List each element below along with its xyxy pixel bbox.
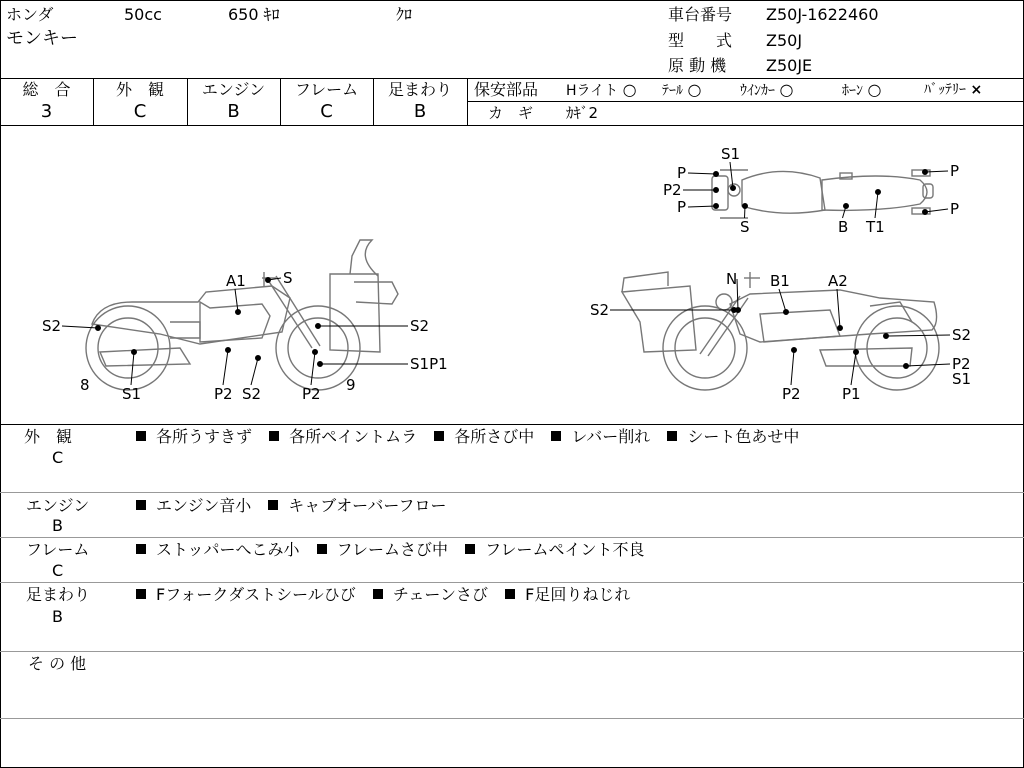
grade-label-appearance: 外 観 [115, 80, 164, 99]
remarks-category: エンジン [26, 496, 90, 515]
damage-point [876, 190, 881, 195]
grade-value-engine: B [227, 101, 240, 122]
leader-line [851, 352, 856, 385]
bullet-icon [373, 589, 383, 599]
divider [0, 492, 1024, 493]
engine-value: Z50JE [766, 56, 813, 75]
damage-label: P2 [663, 181, 682, 199]
damage-point [854, 350, 859, 355]
remark-item: レバー削れ [571, 427, 651, 446]
damage-label: P2 [782, 385, 801, 403]
safety-status: ○ [687, 80, 702, 99]
bullet-icon [268, 500, 278, 510]
damage-point [923, 210, 928, 215]
bullet-icon [505, 589, 515, 599]
safety-item-winker [740, 81, 793, 100]
frame-no-value: Z50J-1622460 [766, 5, 879, 24]
damage-label: P [950, 162, 960, 180]
key-label: カ ギ [488, 104, 534, 122]
bullet-icon [136, 544, 146, 554]
safety-status: ○ [622, 80, 637, 99]
damage-label: A1 [226, 272, 246, 290]
leader-line [875, 192, 878, 218]
damage-point [132, 350, 137, 355]
leader-line [791, 350, 794, 385]
remark-item: 各所さび中 [454, 427, 535, 446]
remark-item: 各所ペイントムラ [289, 427, 418, 446]
color: ｸﾛ [396, 5, 413, 24]
frame-no-label: 車台番号 [668, 5, 733, 24]
damage-label: S2 [42, 317, 62, 335]
grade-value-overall: 3 [40, 101, 53, 122]
damage-point [923, 170, 928, 175]
damage-label: B1 [770, 272, 790, 290]
damage-point [714, 172, 719, 177]
remarks-category: 足まわり [26, 585, 91, 604]
remarks-grade: C [52, 448, 64, 467]
safety-item-headlight [566, 81, 637, 100]
divider [467, 78, 468, 125]
model-name: モンキー [6, 28, 78, 49]
remark-item: チェーンさび [392, 585, 489, 604]
damage-label: 8 [80, 376, 90, 394]
grade-label-suspension: 足まわり [387, 80, 452, 99]
leader-line [223, 350, 228, 385]
damage-point [714, 204, 719, 209]
safety-label: 保安部品 [474, 80, 539, 99]
maker-name: ホンダ [6, 5, 54, 24]
damage-point [226, 348, 231, 353]
grade-value-appearance: C [133, 101, 147, 122]
safety-status: ○ [867, 80, 882, 99]
remark-item: フレームペイント不良 [485, 540, 645, 559]
grade-label-overall: 総 合 [22, 80, 71, 99]
damage-point [784, 310, 789, 315]
damage-point [96, 326, 101, 331]
damage-point [838, 326, 843, 331]
damage-point [904, 364, 909, 369]
damage-label: S2 [590, 301, 610, 319]
remark-item: キャブオーバーフロー [288, 496, 447, 515]
damage-label: S2 [410, 317, 430, 335]
displacement: 50cc [124, 5, 162, 24]
leader-line [886, 335, 950, 336]
damage-label: 9 [346, 376, 356, 394]
remark-item: 各所うすきず [156, 427, 253, 446]
divider [0, 78, 1024, 79]
remarks-items [136, 497, 459, 515]
damage-point [316, 324, 321, 329]
remarks-grade: B [52, 516, 63, 535]
damage-label: P [950, 200, 960, 218]
damage-label: S [283, 269, 293, 287]
remarks-grade: B [52, 607, 63, 626]
leader-line [925, 209, 948, 212]
damage-label: S1P1 [410, 355, 448, 373]
safety-status: ○ [779, 80, 794, 99]
damage-point [318, 362, 323, 367]
grade-label-engine: エンジン [201, 80, 266, 99]
damage-label: S2 [242, 385, 262, 403]
damage-point [731, 186, 736, 191]
damage-point [714, 188, 719, 193]
damage-label: P2 [302, 385, 321, 403]
damage-label: P1 [842, 385, 861, 403]
grade-value-frame: C [320, 101, 333, 122]
safety-item-name: ﾎｰﾝ [842, 83, 863, 99]
damage-label: P [677, 198, 687, 216]
damage-point [844, 204, 849, 209]
bullet-icon [434, 431, 444, 441]
type-value: Z50J [766, 31, 803, 50]
damage-point [266, 278, 271, 283]
remarks-category: そ の 他 [28, 654, 87, 673]
safety-item-name: ﾃｰﾙ [662, 83, 683, 99]
safety-status: × [970, 82, 983, 98]
safety-item-name: Hライト [566, 83, 619, 99]
motorcycle-diagram [0, 126, 1024, 424]
damage-label: S1 [721, 145, 741, 163]
remark-item: F足回りねじれ [525, 585, 631, 604]
divider [0, 718, 1024, 719]
remarks-grade: C [52, 561, 64, 580]
safety-item-name: ﾊﾞｯﾃﾘｰ [924, 82, 966, 98]
bullet-icon [136, 589, 146, 599]
divider [0, 651, 1024, 652]
safety-item-battery [924, 81, 982, 99]
remark-item: エンジン音小 [156, 496, 252, 515]
remarks-category: フレーム [26, 540, 90, 559]
bullet-icon [136, 500, 146, 510]
damage-label: S1 [952, 370, 972, 388]
bullet-icon [317, 544, 327, 554]
damage-point [792, 348, 797, 353]
remarks-items [136, 541, 656, 559]
type-label: 型 式 [668, 31, 733, 50]
damage-label: N [726, 270, 738, 288]
damage-point [743, 204, 748, 209]
leader-line [925, 171, 948, 172]
damage-point [256, 356, 261, 361]
leader-line [251, 358, 258, 385]
divider [0, 537, 1024, 538]
safety-item-horn [842, 81, 881, 100]
damage-label: T1 [866, 218, 885, 236]
damage-label: S1 [122, 385, 142, 403]
damage-label: P2 [214, 385, 233, 403]
remark-item: ストッパーへこみ小 [156, 540, 300, 559]
key-value: ｶｷﾞ2 [566, 104, 599, 122]
leader-line [311, 352, 315, 385]
damage-point [732, 308, 737, 313]
bullet-icon [136, 431, 146, 441]
damage-point [884, 334, 889, 339]
divider [0, 424, 1024, 425]
engine-label: 原 動 機 [668, 56, 727, 75]
remarks-items [136, 586, 642, 604]
remark-item: フレームさび中 [336, 540, 448, 559]
damage-point [313, 350, 318, 355]
leader-line [837, 289, 840, 328]
damage-label: P [677, 164, 687, 182]
damage-label: S2 [952, 326, 972, 344]
damage-label: A2 [828, 272, 848, 290]
damage-label: B [838, 218, 849, 236]
bullet-icon [465, 544, 475, 554]
divider [467, 101, 1024, 102]
safety-item-tail [662, 81, 701, 100]
safety-item-name: ｳｲﾝｶｰ [740, 83, 775, 99]
remarks-category: 外 観 [24, 427, 73, 446]
damage-point [236, 310, 241, 315]
bullet-icon [667, 431, 677, 441]
divider [0, 582, 1024, 583]
remark-item: シート色あせ中 [687, 427, 800, 446]
leader-line [688, 173, 716, 174]
grade-label-frame: フレーム [294, 80, 359, 99]
bullet-icon [551, 431, 561, 441]
damage-label: S [740, 218, 750, 236]
remarks-items [136, 428, 811, 446]
remark-item: Fフォークダストシールひび [156, 585, 356, 604]
damage-label: P2 [952, 355, 971, 373]
grade-value-suspension: B [413, 101, 427, 122]
leader-line [131, 352, 134, 385]
leader-line [906, 364, 950, 366]
mileage: 650 ｷﾛ [228, 5, 280, 24]
bullet-icon [269, 431, 279, 441]
leader-line [235, 289, 238, 312]
